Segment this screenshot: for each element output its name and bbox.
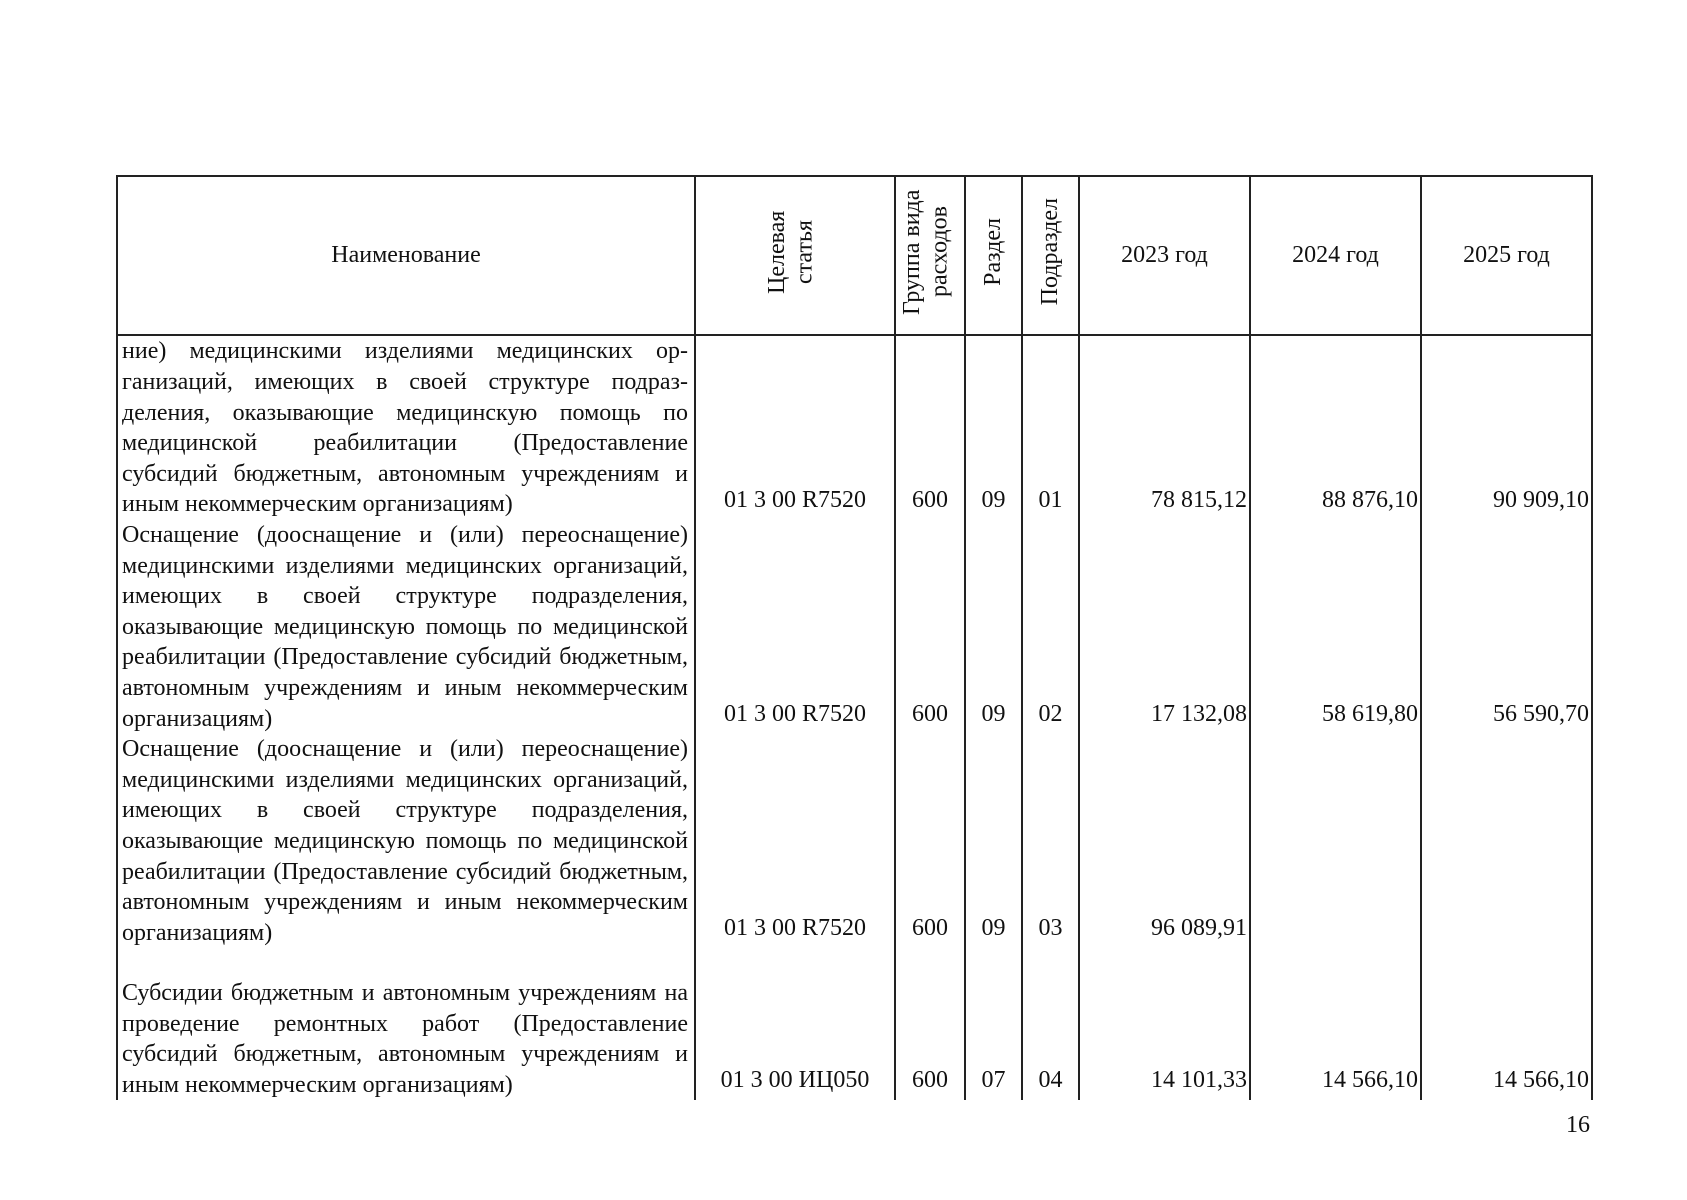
row-name-text: ние) медицинскими изделиями медицинских организаций, имеющих в своей структуре подразделения, оказывающие медицинскую помощь по медицинской реабилитации (Предоставление субсидий бюджетным, автономным учреждениям и иным некоммерческим организациям)	[122, 338, 688, 518]
row-name	[117, 734, 695, 948]
row-amount-2023: 78 815,12	[1079, 335, 1250, 520]
row-amount-2024: 58 619,80	[1250, 520, 1421, 734]
table-row	[117, 734, 1592, 948]
page-number: 16	[1566, 1112, 1590, 1138]
header-target-article	[695, 176, 895, 335]
row-amount-2024: 14 566,10	[1250, 948, 1421, 1100]
row-section: 09	[965, 734, 1022, 948]
row-name	[117, 520, 695, 734]
row-subsection: 03	[1022, 734, 1079, 948]
header-section	[965, 176, 1022, 335]
row-subsection: 01	[1022, 335, 1079, 520]
row-section: 07	[965, 948, 1022, 1100]
row-amount-2025	[1421, 734, 1592, 948]
row-name-text: Оснащение (дооснащение и (или) переоснащение) медицинскими изделиями медицинских организаций, имеющих в своей структуре подразделения, оказывающие медицинскую помощь по медицинской реабилитации (Предоставление субсидий бюджетным, автономным учреждениям и иным некоммерческим организациям)	[122, 736, 688, 946]
row-expense-group: 600	[895, 520, 965, 734]
row-amount-2023: 17 132,08	[1079, 520, 1250, 734]
row-name-text: Субсидии бюджетным и автономным учреждениям на проведение ремонтных работ (Предоставление субсидий бюджетным, автономным учреждениям и иным некоммерческим организациям)	[122, 979, 688, 1098]
row-target-article: 01 3 00 R7520	[695, 520, 895, 734]
header-subsection	[1022, 176, 1079, 335]
row-amount-2025: 90 909,10	[1421, 335, 1592, 520]
row-amount-2025: 14 566,10	[1421, 948, 1592, 1100]
row-target-article: 01 3 00 ИЦ050	[695, 948, 895, 1100]
row-target-article: 01 3 00 R7520	[695, 335, 895, 520]
header-row	[117, 176, 1592, 335]
row-name-text: Оснащение (дооснащение и (или) переоснащение) медицинскими изделиями медицинских организаций, имеющих в своей структуре подразделения, оказывающие медицинскую помощь по медицинской реабилитации (Предоставление субсидий бюджетным, автономным учреждениям и иным некоммерческим организациям)	[122, 522, 688, 732]
row-name	[117, 948, 695, 1100]
table-row	[117, 335, 1592, 520]
row-section: 09	[965, 335, 1022, 520]
row-amount-2024: 88 876,10	[1250, 335, 1421, 520]
row-expense-group: 600	[895, 734, 965, 948]
row-section: 09	[965, 520, 1022, 734]
table-row	[117, 520, 1592, 734]
row-expense-group: 600	[895, 335, 965, 520]
budget-table	[116, 175, 1593, 1100]
row-amount-2023: 96 089,91	[1079, 734, 1250, 948]
row-amount-2023: 14 101,33	[1079, 948, 1250, 1100]
header-section-label: Раздел	[979, 218, 1006, 286]
row-expense-group: 600	[895, 948, 965, 1100]
row-amount-2024	[1250, 734, 1421, 948]
row-target-article: 01 3 00 R7520	[695, 734, 895, 948]
row-amount-2025: 56 590,70	[1421, 520, 1592, 734]
header-expense-group	[895, 176, 965, 335]
table-row	[117, 948, 1592, 1100]
header-2025: 2025 год	[1421, 176, 1592, 335]
header-2023: 2023 год	[1079, 176, 1250, 335]
header-expense-group-label: Группа вида расходов	[899, 189, 953, 315]
header-target-article-label: Целевая статья	[764, 210, 818, 294]
header-subsection-label: Подраздел	[1036, 198, 1063, 306]
header-2024: 2024 год	[1250, 176, 1421, 335]
row-subsection: 04	[1022, 948, 1079, 1100]
row-subsection: 02	[1022, 520, 1079, 734]
row-name	[117, 335, 695, 520]
header-name: Наименование	[117, 176, 695, 335]
